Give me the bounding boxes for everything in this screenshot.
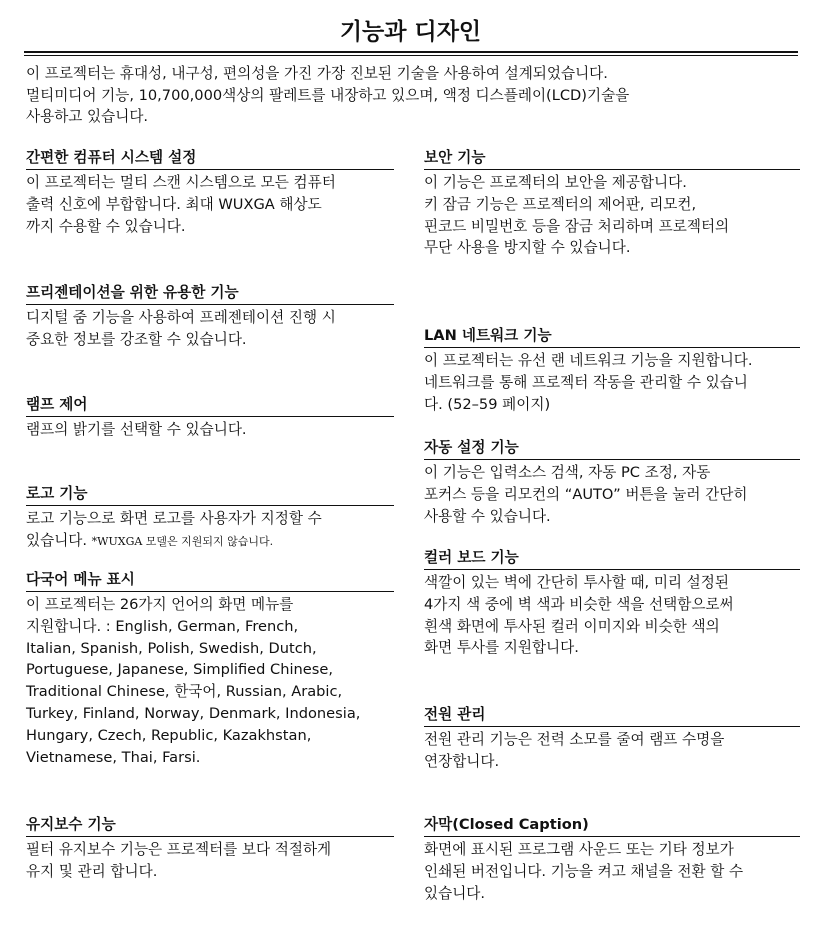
- logo-footnote: *WUXGA 모델은 지원되지 않습니다.: [91, 534, 274, 548]
- section-heading: 간편한 컴퓨터 시스템 설정: [26, 148, 394, 170]
- section-body: 이 프로젝터는 26가지 언어의 화면 메뉴를 지원합니다. : English, German, French, Italian, Spanish, Polish, Swedish, Dutch, Portuguese, Japanese, Simplified Chinese, Traditional Chinese, 한국어, Russian, Arabic, Turkey, Finland, Norway, Denmark, Indonesia, Hungary, Czech, Republic, Kazakhstan, Vietnamese, Thai, Farsi.: [26, 596, 361, 766]
- section-languages: [26, 570, 394, 768]
- section-heading: 다국어 메뉴 표시: [26, 570, 394, 592]
- section-body: 화면에 표시된 프로그램 사운드 또는 기타 정보가 인쇄된 버전입니다. 기능을 켜고 채널을 전환 할 수 있습니다.: [424, 841, 744, 902]
- section-heading: 프리젠테이션을 위한 유용한 기능: [26, 283, 394, 305]
- title-rule-thin: [24, 55, 798, 56]
- section-lan: [424, 326, 800, 415]
- section-heading: 자동 설정 기능: [424, 438, 800, 460]
- section-logo: [26, 484, 394, 553]
- section-colorboard: [424, 548, 800, 659]
- section-heading: 로고 기능: [26, 484, 394, 506]
- section-body: 디지털 줌 기능을 사용하여 프레젠테이션 진행 시 중요한 정보를 강조할 수 있습니다.: [26, 309, 336, 348]
- section-caption: [424, 815, 800, 904]
- logo-body-text: 로고 기능으로 화면 로고를 사용자가 지정할 수 있습니다.: [26, 510, 322, 549]
- section-body: 이 기능은 입력소스 검색, 자동 PC 조정, 자동 포커스 등을 리모컨의 “AUTO” 버튼을 눌러 간단히 사용할 수 있습니다.: [424, 464, 748, 525]
- section-maintenance: [26, 815, 394, 883]
- section-body: [26, 506, 394, 553]
- section-heading: 전원 관리: [424, 705, 800, 727]
- intro-paragraph: 이 프로젝터는 휴대성, 내구성, 편의성을 가진 가장 진보된 기술을 사용하여 설계되었습니다. 멀티미디어 기능, 10,700,000색상의 팔레트를 내장하고 있으며, 액정 디스플레이(LCD)기술을 사용하고 있습니다.: [26, 65, 630, 125]
- page-title: 기능과 디자인: [339, 19, 482, 45]
- section-heading: 유지보수 기능: [26, 815, 394, 837]
- section-body: 램프의 밝기를 선택할 수 있습니다.: [26, 421, 247, 438]
- title-rule-thick: [24, 51, 798, 53]
- section-heading: 자막(Closed Caption): [424, 815, 800, 837]
- section-heading: 보안 기능: [424, 148, 800, 170]
- section-body: 전원 관리 기능은 전력 소모를 줄여 램프 수명을 연장합니다.: [424, 731, 725, 770]
- section-auto-setup: [424, 438, 800, 527]
- section-heading: LAN 네트워크 기능: [424, 326, 800, 348]
- section-heading: 램프 제어: [26, 395, 394, 417]
- section-body: 이 프로젝터는 유선 랜 네트워크 기능을 지원합니다. 네트워크를 통해 프로젝터 작동을 관리할 수 있습니 다. (52–59 페이지): [424, 352, 753, 413]
- section-presentation: [26, 283, 394, 351]
- section-body: 이 프로젝터는 멀티 스캔 시스템으로 모든 컴퓨터 출력 신호에 부합합니다. 최대 WUXGA 해상도 까지 수용할 수 있습니다.: [26, 174, 336, 235]
- section-security: [424, 148, 800, 259]
- section-body: 이 기능은 프로젝터의 보안을 제공합니다. 키 잠금 기능은 프로젝터의 제어판, 리모컨, 핀코드 비밀번호 등을 잠금 처리하며 프로젝터의 무단 사용을 방지할 수 있습니다.: [424, 174, 730, 257]
- section-body: 필터 유지보수 기능은 프로젝터를 보다 적절하게 유지 및 관리 합니다.: [26, 841, 332, 880]
- section-body: 색깔이 있는 벽에 간단히 투사할 때, 미리 설정된 4가지 색 중에 벽 색과 비슷한 색을 선택함으로써 흰색 화면에 투사된 컬러 이미지와 비슷한 색의 화면 투사를 지원합니다.: [424, 574, 734, 657]
- section-power: [424, 705, 800, 773]
- section-lamp: [26, 395, 394, 441]
- section-computer-setup: [26, 148, 394, 237]
- section-heading: 컬러 보드 기능: [424, 548, 800, 570]
